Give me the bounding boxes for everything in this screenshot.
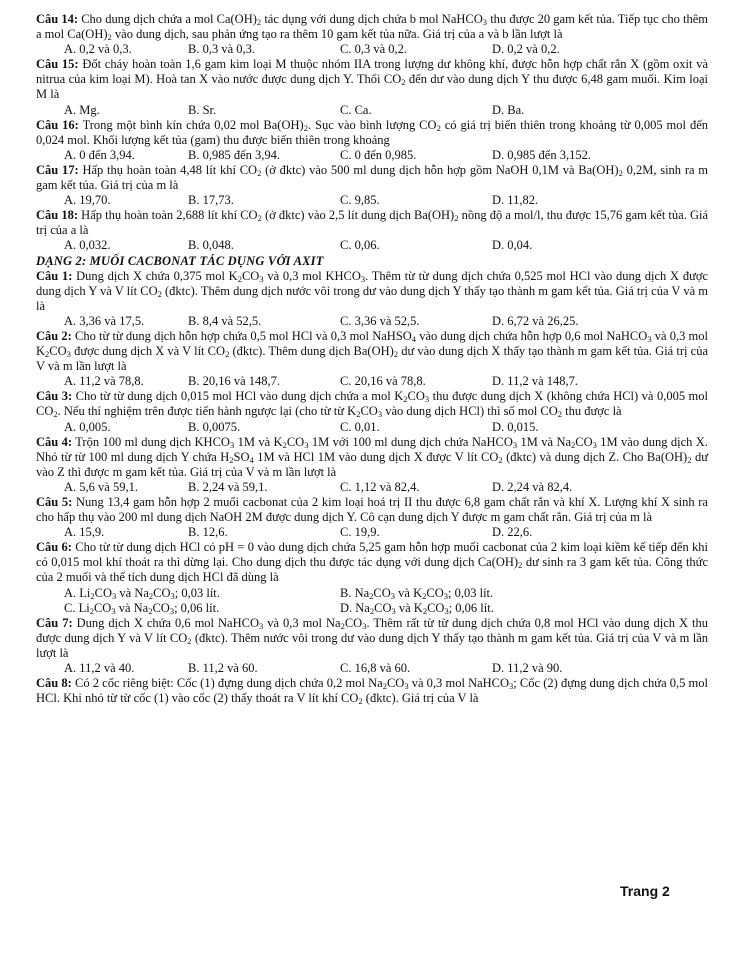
question-number: Câu 5: (36, 495, 73, 509)
answer-options (36, 661, 708, 676)
question-number: Câu 1: (36, 268, 73, 283)
question-text: Trộn 100 ml dung dịch $KHCO_3$ 1M và $K_2CO_3$ 1M với 100 ml dung dịch chứa NaHCO$_3$ 1M và $Na_2CO_3$ 1M vào dung dịch X. Nhỏ từ từ 100 ml dung dịch Y chứa $H_2SO_4$ 1M và HCl 1M vào dung dịch X được V lít $CO_2$ (đktc) và dung dịch Z. Cho $Ba(OH)_2$ dư vào Z thì được m gam kết tủa. Giá trị của V và m lần lượt là (36, 434, 708, 479)
question-stem (36, 389, 708, 419)
question-number: Câu 15: (36, 57, 79, 72)
question-stem (36, 163, 708, 193)
answer-option: D. 0,985 đến 3,152. (492, 147, 591, 162)
answer-option: C. 16,8 và 60. (340, 661, 411, 676)
page-label: Trang 2 (620, 883, 670, 899)
question-number: Câu 14: (36, 12, 79, 26)
answer-option: A. 0,032. (64, 238, 111, 253)
questions-part-2 (36, 269, 708, 707)
question-stem (36, 208, 708, 238)
answer-options (36, 238, 708, 253)
question-text: Dung dịch X chứa 0,375 mol $K_2CO_3$ và 0,3 mol $KHCO_3$. Thêm từ từ dung dịch chứa 0,525 mol HCl vào dung dịch X được dung dịch Y và V lít $CO_2$ (đktc). Thêm dung dịch nước vôi trong dư vào dung dịch Y thấy tạo thành m gam kết tủa. Giá trị của V và m là (36, 268, 709, 313)
question-text: Trong một bình kín chứa 0,02 mol $Ba(OH)_2$. Sục vào bình lượng $CO_2$ có giá trị biến thiên trong khoảng từ 0,005 mol đến 0,024 mol. Khối lượng kết tủa (gam) thu được biến thiên trong khoảng (36, 117, 708, 147)
question-number: Câu 18: (36, 208, 79, 223)
answer-option: D. 11,82. (492, 193, 539, 208)
answer-option: A. 0,005. (64, 419, 111, 434)
answer-option: C. 0,3 và 0,2. (340, 42, 408, 57)
answer-options (36, 148, 708, 163)
question-stem (36, 540, 708, 585)
answer-option: A. Mg. (64, 102, 100, 117)
answer-option: A. 0,2 và 0,3. (64, 42, 132, 57)
answer-options (36, 374, 708, 389)
answer-option: C. 1,12 và 82,4. (340, 479, 420, 494)
answer-option: C. 20,16 và 78,8. (340, 374, 426, 389)
answer-option: A. 11,2 và 40. (64, 661, 135, 676)
answer-option: D. 6,72 và 26,25. (492, 313, 579, 328)
question-text: Dung dịch X chứa 0,6 mol NaHCO$_3$ và 0,3 mol $Na_2CO_3$. Thêm rất từ từ dung dịch chứa 0,8 mol HCl vào dung dịch X thu được dung dịch Y và V lít $CO_2$ (đktc). Thêm nước vôi trong dư vào dung dịch Y thấy tạo thành m gam kết tủa. Giá trị của V và m lần lượt là (36, 615, 708, 660)
question-text: Nung 13,4 gam hỗn hợp 2 muối cacbonat của 2 kim loại hoá trị II thu được 6,8 gam chất rắn và khí X. Lượng khí X sinh ra cho hấp thụ vào 200 ml dung dịch NaOH 2M được dung dịch Y. Cô cạn dung dịch Y được m gam chất rắn. Giá trị của m là (36, 495, 708, 525)
answer-option: C. 0,06. (340, 238, 380, 253)
question-stem (36, 435, 708, 480)
answer-option: A. $Li_2CO_3$ và $Na_2CO_3$; 0,03 lít. (64, 585, 220, 601)
question-number: Câu 7: (36, 615, 73, 630)
answer-option: D. 0,2 và 0,2. (492, 42, 560, 57)
questions-part-1 (36, 12, 708, 254)
answer-option: D. $Na_2CO_3$ và $K_2CO_3$; 0,06 lít. (340, 600, 494, 616)
answer-options (36, 586, 708, 601)
answer-option: B. Sr. (188, 102, 217, 117)
answer-option: A. 11,2 và 78,8. (64, 374, 144, 389)
question-stem (36, 676, 708, 706)
answer-option: C. Ca. (340, 102, 372, 117)
answer-options (36, 314, 708, 329)
question-text: Cho từ từ dung dịch HCl có pH = 0 vào dung dịch chứa 5,25 gam hỗn hợp muối cacbonat của 2 kim loại kiềm kế tiếp đến khi có 0,015 mol khí thoát ra thì dừng lại. Cho dung dịch thu được tác dụng với dung dịch $Ca(OH)_2$ dư sinh ra 3 gam kết tủa. Công thức của 2 muối và thể tích dung dịch HCl đã dùng là (36, 540, 708, 585)
answer-option: C. $Li_2CO_3$ và $Na_2CO_3$; 0,06 lít. (64, 600, 220, 616)
question-stem (36, 616, 708, 661)
answer-options (36, 525, 708, 540)
answer-option: B. 0,985 đến 3,94. (188, 147, 281, 162)
answer-options (36, 601, 708, 616)
question-number: Câu 4: (36, 434, 73, 449)
answer-option: A. 5,6 và 59,1. (64, 479, 138, 494)
question-stem (36, 269, 708, 314)
answer-option: D. 2,24 và 82,4. (492, 479, 573, 494)
answer-option: A. 15,9. (64, 525, 105, 540)
question-text: Cho từ từ dung dịch 0,015 mol HCl vào dung dịch chứa a mol $K_2CO_3$ thu được dung dịch X (không chứa HCl) và 0,005 mol $CO_2$. Nếu thí nghiệm trên được tiến hành ngược lại (cho từ từ $K_2CO_3$ vào dung dịch HCl) thì số mol $CO_2$ thu được là (36, 389, 708, 420)
answer-option: D. 0,04. (492, 238, 533, 253)
question-text: Cho dung dịch chứa a mol $Ca(OH)_2$ tác dụng với dung dịch chứa b mol NaHCO$_3$ thu được 20 gam kết tủa. Tiếp tục cho thêm a mol $Ca(OH)_2$ vào dung dịch, sau phản ứng tạo ra thêm 10 gam kết tủa nữa. Giá trị của a và b lần lượt là (36, 12, 708, 43)
question-text: Hấp thụ hoàn toàn 2,688 lít khí $CO_2$ (ở đktc) vào 2,5 lít dung dịch $Ba(OH)_2$ nồng độ a mol/l, thu được 15,76 gam kết tủa. Giá trị của a là (36, 208, 709, 238)
answer-option: D. 22,6. (492, 525, 533, 540)
answer-option: D. 11,2 và 148,7. (492, 374, 578, 389)
document-body (36, 12, 708, 706)
answer-option: B. 17,73. (188, 193, 234, 208)
answer-option: A. 19,70. (64, 193, 111, 208)
question-stem (36, 329, 708, 374)
question-stem (36, 12, 708, 42)
answer-option: D. 0,015. (492, 419, 539, 434)
question-number: Câu 6: (36, 540, 72, 555)
answer-option: B. 0,3 và 0,3. (188, 42, 256, 57)
answer-option: C. 19,9. (340, 525, 380, 540)
answer-options (36, 193, 708, 208)
answer-options (36, 42, 708, 57)
section-heading: DẠNG 2: MUỐI CACBONAT TÁC DỤNG VỚI AXIT (36, 253, 324, 268)
question-text: Có 2 cốc riêng biệt: Cốc (1) đựng dung dịch chứa 0,2 mol $Na_2CO_3$ và 0,3 mol NaHCO$_3$; Cốc (2) đựng dung dịch chứa 0,5 mol HCl. Khi nhỏ từ từ cốc (1) vào cốc (2) thấy thoát ra V lít khí $CO_2$ (đktc). Giá trị của V là (36, 676, 709, 707)
answer-option: C. 0 đến 0,985. (340, 147, 417, 162)
answer-options (36, 103, 708, 118)
question-stem (36, 118, 708, 148)
answer-option: B. 20,16 và 148,7. (188, 374, 281, 389)
question-text: Hấp thụ hoàn toàn 4,48 lít khí $CO_2$ (ở đktc) vào 500 ml dung dịch hỗn hợp gồm NaOH 0,1M và $Ba(OH)_2$ 0,2M, sinh ra m gam kết tủa. Giá trị của m là (36, 162, 709, 193)
answer-option: A. 0 đến 3,94. (64, 147, 135, 162)
answer-options (36, 420, 708, 435)
answer-option: B. 2,24 và 59,1. (188, 479, 268, 494)
question-number: Câu 16: (36, 117, 79, 132)
answer-option: C. 9,85. (340, 193, 380, 208)
question-stem (36, 57, 708, 102)
answer-option: B. 0,0075. (188, 419, 241, 434)
question-text: Cho từ từ dung dịch hỗn hợp chứa 0,5 mol HCl và 0,3 mol NaHSO$_4$ vào dung dịch chứa hỗn hợp 0,6 mol NaHCO$_3$ và 0,3 mol $K_2CO_3$ được dung dịch X và V lít $CO_2$ (đktc). Thêm dung dịch $Ba(OH)_2$ dư vào dung dịch X thấy tạo thành m gam kết tủa. Giá trị của V và m lần lượt là (36, 328, 708, 374)
answer-option: C. 3,36 và 52,5. (340, 313, 420, 328)
answer-option: A. 3,36 và 17,5. (64, 313, 145, 328)
question-number: Câu 8: (36, 676, 72, 691)
answer-option: D. Ba. (492, 102, 525, 117)
question-number: Câu 2: (36, 328, 72, 343)
question-number: Câu 3: (36, 389, 73, 404)
question-number: Câu 17: (36, 162, 79, 177)
answer-option: B. 11,2 và 60. (188, 661, 258, 676)
answer-option: B. $Na_2CO_3$ và $K_2CO_3$; 0,03 lít. (340, 585, 494, 601)
answer-option: D. 11,2 và 90. (492, 661, 563, 676)
answer-option: C. 0,01. (340, 419, 380, 434)
answer-option: B. 0,048. (188, 238, 234, 253)
answer-option: B. 8,4 và 52,5. (188, 313, 262, 328)
answer-options (36, 480, 708, 495)
question-stem (36, 495, 708, 525)
question-text: Đốt cháy hoàn toàn 1,6 gam kim loại M thuộc nhóm IIA trong lượng dư không khí, được hỗn hợp chất rắn X (gồm oxit và nitrua của kim loại M). Hoà tan X vào nước được dung dịch Y. Thổi $CO_2$ đến dư vào dung dịch Y thu được 6,48 gam muối. Kim loại M là (36, 57, 708, 102)
answer-option: B. 12,6. (188, 525, 228, 540)
